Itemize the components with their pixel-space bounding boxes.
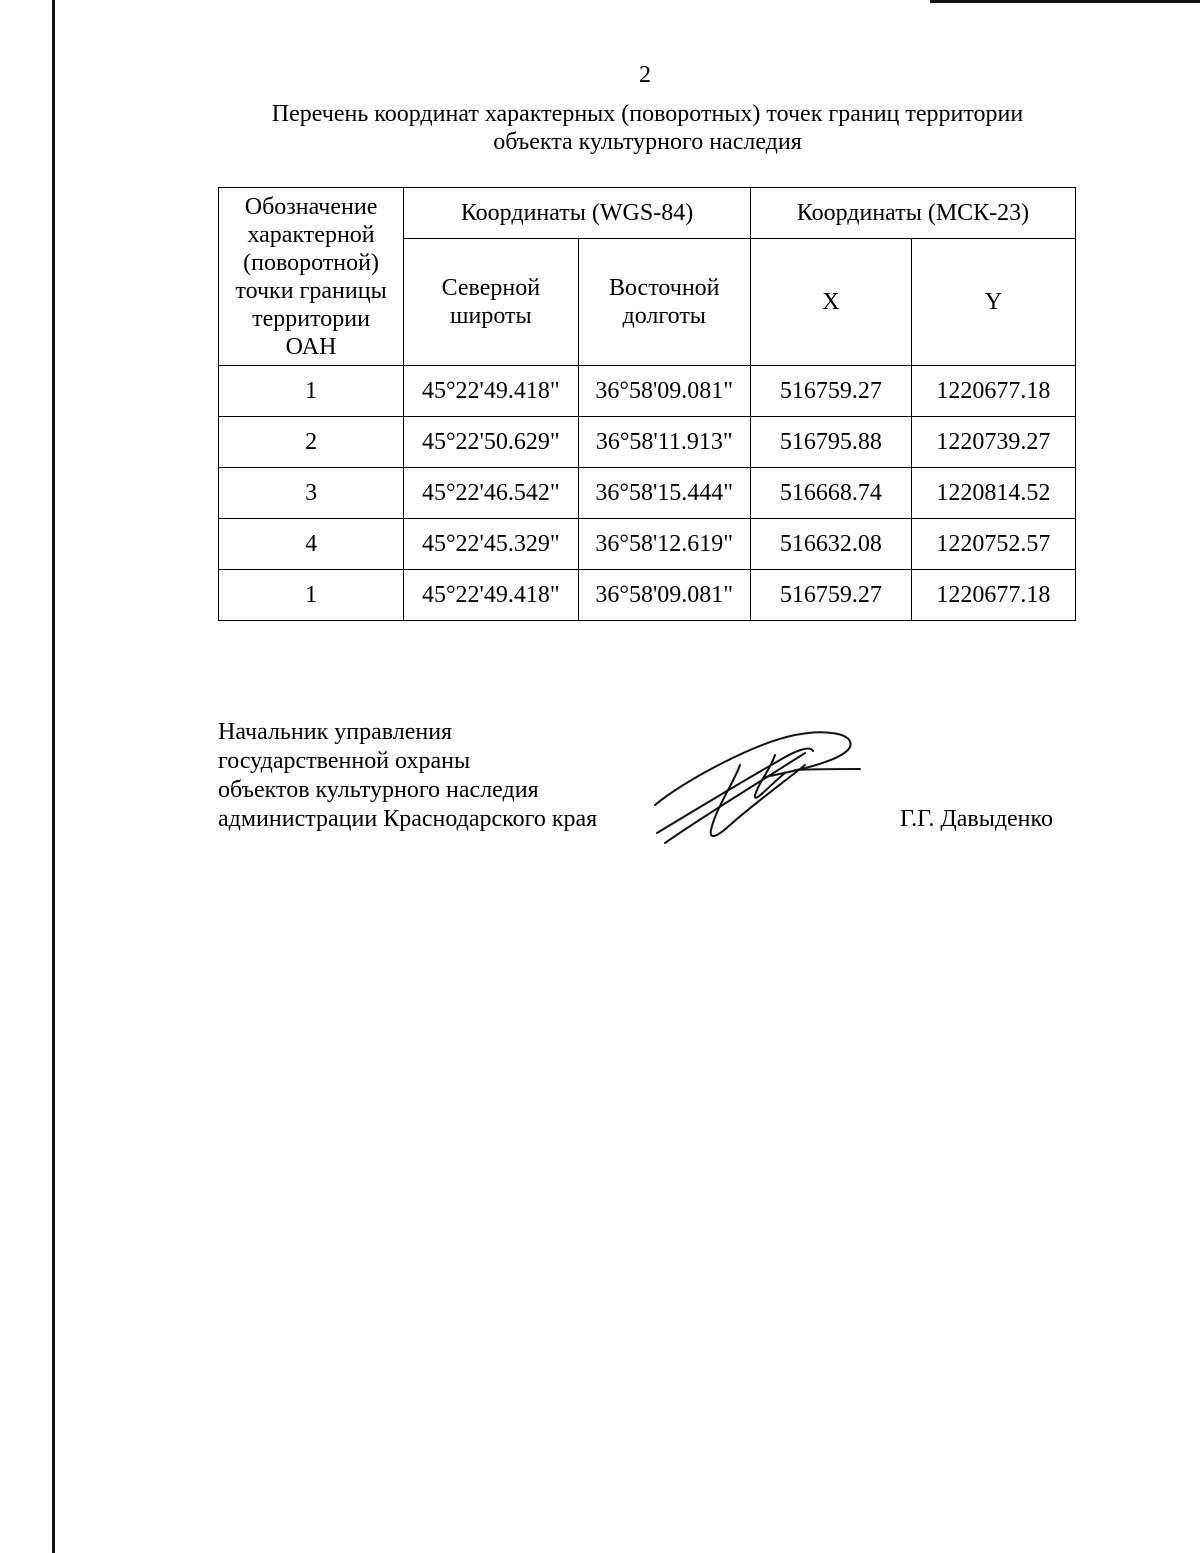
handwritten-signature-icon: [645, 725, 865, 850]
cell-longitude: 36°58'15.444": [578, 468, 750, 519]
header-text: долготы: [622, 303, 706, 329]
cell-point: 1: [219, 570, 404, 621]
cell-x: 516759.27: [750, 570, 911, 621]
cell-y: 1220677.18: [911, 570, 1075, 621]
cell-point: 1: [219, 366, 404, 417]
header-text: (поворотной): [243, 249, 379, 276]
cell-y: 1220677.18: [911, 366, 1075, 417]
cell-latitude: 45°22'46.542": [404, 468, 578, 519]
table-header-row: [219, 188, 1076, 239]
position-line: государственной охраны: [218, 748, 471, 774]
table-row: [219, 417, 1076, 468]
header-latitude: [404, 239, 578, 366]
position-line: Начальник управления: [218, 719, 453, 745]
header-text: широты: [450, 303, 532, 329]
cell-longitude: 36°58'09.081": [578, 366, 750, 417]
position-line: объектов культурного наследия: [218, 777, 539, 803]
cell-x: 516668.74: [750, 468, 911, 519]
cell-latitude: 45°22'49.418": [404, 366, 578, 417]
header-text: ОАН: [285, 333, 337, 360]
cell-point: 3: [219, 468, 404, 519]
cell-y: 1220752.57: [911, 519, 1075, 570]
title-line: объекта культурного наследия: [493, 129, 802, 155]
table-row: [219, 519, 1076, 570]
header-text: Обозначение: [244, 193, 378, 220]
coordinates-table: [218, 187, 1076, 621]
header-text: территории: [252, 305, 370, 332]
header-text: Восточной: [608, 275, 720, 301]
cell-x: 516759.27: [750, 366, 911, 417]
cell-x: 516795.88: [750, 417, 911, 468]
cell-point: 2: [219, 417, 404, 468]
cell-x: 516632.08: [750, 519, 911, 570]
cell-latitude: 45°22'45.329": [404, 519, 578, 570]
cell-latitude: 45°22'49.418": [404, 570, 578, 621]
cell-longitude: 36°58'11.913": [578, 417, 750, 468]
table-row: [219, 366, 1076, 417]
table-row: [219, 570, 1076, 621]
cell-y: 1220814.52: [911, 468, 1075, 519]
header-text: точки границы: [235, 277, 387, 304]
cell-y: 1220739.27: [911, 417, 1075, 468]
header-x: X: [750, 239, 911, 366]
header-longitude: [578, 239, 750, 366]
signatory-position: [218, 718, 597, 834]
title-line: Перечень координат характерных (поворотных) точек границ территории: [271, 101, 1024, 127]
page-number: 2: [639, 62, 651, 88]
header-text: Северной: [441, 275, 541, 301]
header-y: Y: [911, 239, 1075, 366]
header-wgs84-group: Координаты (WGS-84): [404, 188, 751, 239]
scan-top-rule: [930, 0, 1200, 3]
document-title: [220, 100, 1075, 156]
header-msk23-group: Координаты (МСК-23): [750, 188, 1075, 239]
scan-left-edge: [52, 0, 55, 1553]
cell-longitude: 36°58'09.081": [578, 570, 750, 621]
position-line: администрации Краснодарского края: [218, 806, 598, 832]
cell-point: 4: [219, 519, 404, 570]
cell-longitude: 36°58'12.619": [578, 519, 750, 570]
cell-latitude: 45°22'50.629": [404, 417, 578, 468]
header-point-designation: [219, 188, 404, 366]
table-row: [219, 468, 1076, 519]
header-text: характерной: [247, 221, 375, 248]
signatory-name: Г.Г. Давыденко: [900, 806, 1053, 832]
